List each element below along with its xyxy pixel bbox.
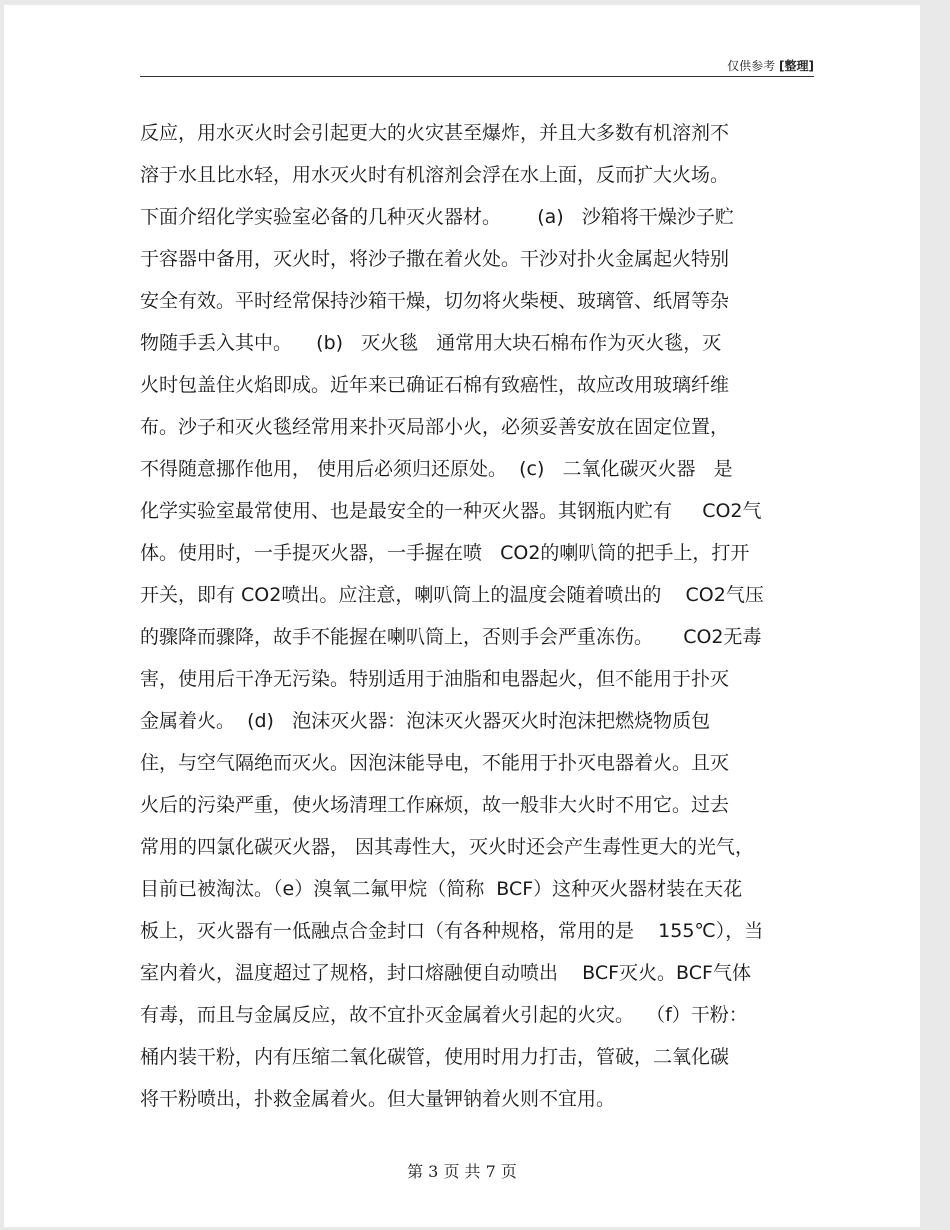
text-line: 火后的污染严重，使火场清理工作麻烦，故一般非大火时不用它。过去 (140, 794, 730, 816)
text-line: 室内着火，温度超过了规格，封口熔融便自动喷出 BCF灭火。BCF气体 (140, 962, 751, 984)
text-line: 常用的四氯化碳灭火器， 因其毒性大，灭火时还会产生毒性更大的光气， (140, 836, 755, 858)
text-line: 溶于水且比水轻，用水灭火时有机溶剂会浮在水上面，反而扩大火场。 (140, 164, 730, 186)
text-line: 物随手丢入其中。 (b) 灭火毯 通常用大块石棉布作为灭火毯，灭 (140, 332, 722, 354)
text-line: 的骤降而骤降，故手不能握在喇叭筒上，否则手会严重冻伤。 CO2无毒 (140, 626, 762, 648)
text-line: 化学实验室最常使用、也是最安全的一种灭火器。其钢瓶内贮有 CO2气 (140, 500, 762, 522)
body-text (140, 112, 820, 1120)
text-line: 反应，用水灭火时会引起更大的火灾甚至爆炸，并且大多数有机溶剂不 (140, 122, 730, 144)
text-line: 开关，即有 CO2喷出。应注意，喇叭筒上的温度会随着喷出的 CO2气压 (140, 584, 764, 606)
text-line: 下面介绍化学实验室必备的几种灭火器材。 (a) 沙箱将干燥沙子贮 (140, 206, 734, 228)
text-line: 金属着火。 (d) 泡沫灭火器：泡沫灭火器灭火时泡沫把燃烧物质包 (140, 710, 711, 732)
page-footer: 第 3 页 共 7 页 (407, 1162, 517, 1181)
text-line: 将干粉喷出，扑救金属着火。但大量钾钠着火则不宜用。 (140, 1088, 616, 1110)
page-header (140, 57, 814, 74)
text-line: 桶内装干粉，内有压缩二氧化碳管，使用时用力打击，管破，二氧化碳 (140, 1046, 730, 1068)
header-label: 仅供参考 (727, 59, 776, 73)
text-line: 安全有效。平时经常保持沙箱干燥，切勿将火柴梗、玻璃管、纸屑等杂 (140, 290, 730, 312)
text-line: 住，与空气隔绝而灭火。因泡沫能导电，不能用于扑灭电器着火。且灭 (140, 752, 730, 774)
text-line: 于容器中备用，灭火时，将沙子撒在着火处。干沙对扑火金属起火特别 (140, 248, 730, 270)
text-line: 布。沙子和灭火毯经常用来扑灭局部小火，必须妥善安放在固定位置， (140, 416, 730, 438)
text-line: 害，使用后干净无污染。特别适用于油脂和电器起火，但不能用于扑灭 (140, 668, 730, 690)
text-line: 板上，灭火器有一低融点合金封口（有各种规格，常用的是 155℃），当 (140, 920, 764, 942)
text-line: 不得随意挪作他用， 使用后必须归还原处。 (c) 二氧化碳灭火器 是 (140, 458, 733, 480)
header-tag: [整理] (779, 59, 814, 73)
text-line: 有毒，而且与金属反应，故不宜扑灭金属着火引起的火灾。 （f）干粉： (140, 1004, 748, 1026)
header-divider (140, 76, 814, 77)
document-page (4, 5, 920, 1227)
text-line: 火时包盖住火焰即成。近年来已确证石棉有致癌性，故应改用玻璃纤维 (140, 374, 730, 396)
text-line: 体。使用时，一手提灭火器，一手握在喷 CO2的喇叭筒的把手上，打开 (140, 542, 750, 564)
text-line: 目前已被淘汰。（e）溴氧二氟甲烷（简称 BCF）这种灭火器材装在天花 (140, 878, 743, 900)
